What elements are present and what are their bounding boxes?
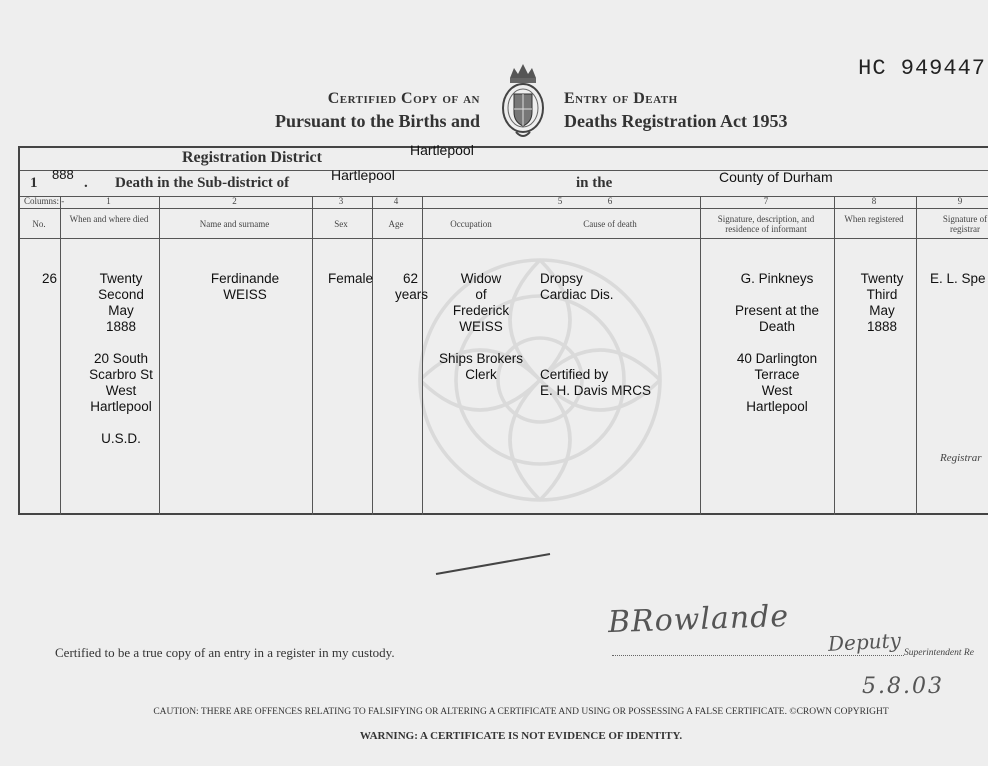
columns-label: Columns: -: [24, 196, 65, 206]
col-num-6: 6: [607, 196, 613, 206]
entry-sex: Female: [328, 271, 374, 286]
col-num-4: 4: [393, 196, 399, 206]
entry-age: 62 years: [394, 271, 428, 302]
registrar-label: Registrar: [940, 452, 982, 464]
year-dot: .: [84, 175, 88, 191]
entry-when-registered: Twenty Third May 1888: [860, 271, 904, 334]
in-the-label: in the: [576, 175, 613, 191]
entry-informant: G. Pinkneys Present at the Death 40 Darlington Terrace West Hartlepool: [734, 271, 820, 414]
subdistrict-label: Death in the Sub-district of: [115, 175, 290, 191]
registration-district-label: Registration District: [182, 149, 322, 166]
col-header-sex: Sex: [334, 219, 348, 229]
superintendent-label: Superintendent Re: [904, 648, 974, 658]
col-num-1: 1: [106, 196, 111, 206]
signature-line: [612, 655, 904, 656]
fold-mark: [434, 552, 552, 576]
signature-date: 5.8.03: [862, 674, 944, 699]
subdistrict-value: Hartlepool: [331, 167, 395, 183]
col-header-informant: Signature, description, and residence of informant: [717, 214, 815, 234]
col-header-when-where: When and where died: [69, 214, 149, 224]
heading-left-line2: Pursuant to the Births and: [274, 111, 480, 131]
heading-right-line1: Entry of Death: [564, 90, 678, 107]
col-num-9: 9: [957, 196, 963, 206]
year-prefix: 1: [30, 175, 38, 191]
year-value: 888: [52, 167, 74, 182]
heading-left-line1: Certified Copy of an: [327, 90, 480, 107]
caution-text: CAUTION: THERE ARE OFFENCES RELATING TO FALSIFYING OR ALTERING A CERTIFICATE AND USING OR POSSESSING A FALSE CERTIFICATE. ©CROWN COPYRIGHT: [153, 707, 889, 717]
superintendent-signature: BRowlande: [607, 598, 790, 641]
col-header-registrar: Signature of registrar: [942, 214, 988, 234]
heading-left: [266, 90, 480, 132]
entry-number: 26: [42, 271, 58, 286]
certificate-number: HC 949447: [858, 56, 986, 81]
registration-district-value: Hartlepool: [410, 142, 474, 158]
royal-crest-icon: [496, 60, 550, 142]
certified-statement: Certified to be a true copy of an entry in a register in my custody.: [55, 645, 395, 660]
col-header-cause: Cause of death: [583, 219, 637, 229]
entry-name: Ferdinande WEISS: [210, 271, 280, 302]
entry-occupation: Widow of Frederick WEISS Ships Brokers Clerk: [438, 271, 524, 382]
entry-when-where: Twenty Second May 1888 20 South Scarbro St West Hartlepool U.S.D.: [89, 271, 153, 446]
county-value: County of Durham: [719, 169, 833, 185]
entry-cause-of-death: Dropsy Cardiac Dis.: [540, 271, 614, 302]
warning-text: WARNING: A CERTIFICATE IS NOT EVIDENCE OF IDENTITY.: [359, 730, 683, 742]
col-header-no: No.: [32, 219, 46, 229]
col-num-8: 8: [871, 196, 877, 206]
entry-certified-by: Certified by E. H. Davis MRCS: [540, 367, 652, 398]
col-header-occupation: Occupation: [450, 219, 492, 229]
col-num-7: 7: [763, 196, 769, 206]
col-header-name: Name and surname: [199, 219, 270, 229]
entry-registrar: E. L. Spe: [930, 271, 986, 286]
heading-right-line2: Deaths Registration Act 1953: [564, 111, 788, 131]
col-num-3: 3: [338, 196, 344, 206]
col-header-age: Age: [388, 219, 404, 229]
deputy-signature: Deputy: [827, 628, 902, 656]
col-num-5: 5: [557, 196, 563, 206]
col-header-when-registered: When registered: [844, 214, 904, 224]
heading-right: [564, 90, 824, 132]
col-num-2: 2: [232, 196, 237, 206]
